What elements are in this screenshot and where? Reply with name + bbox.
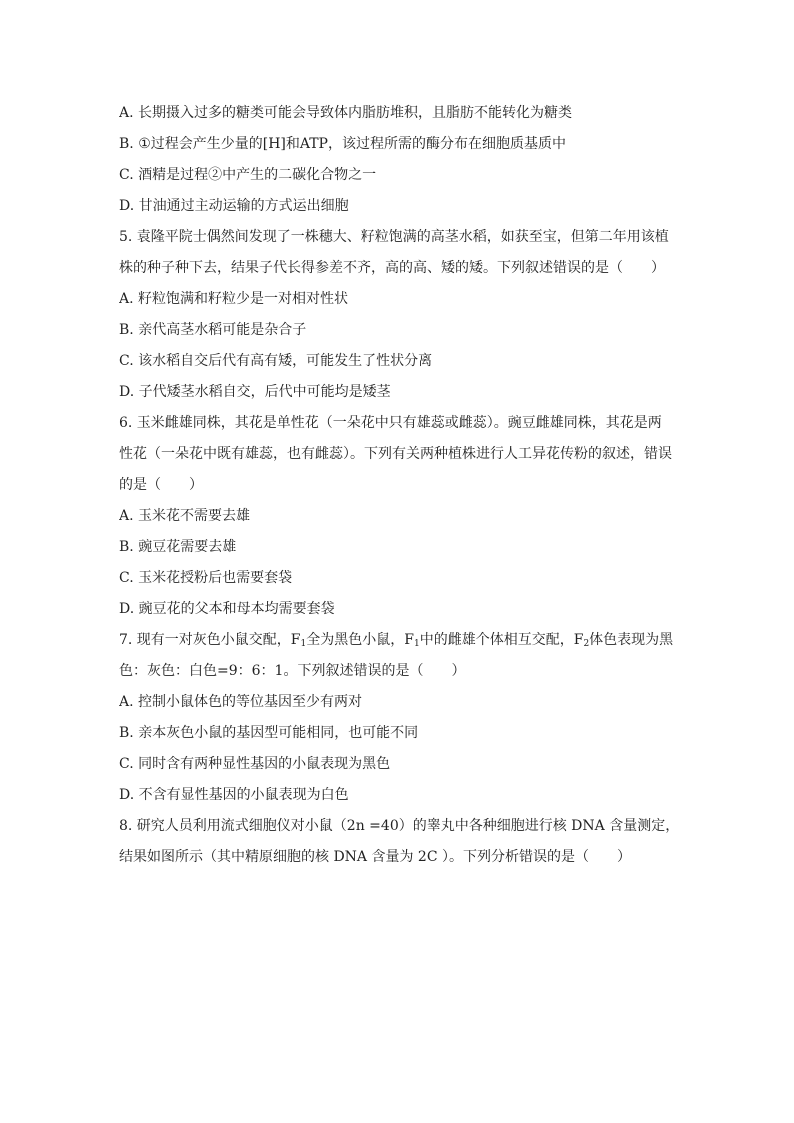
stem-text: 体色表现为黑 xyxy=(589,632,674,648)
subscript: 2 xyxy=(583,639,590,649)
option-d: D. 豌豆花的父本和母本均需要套袋 xyxy=(119,601,335,617)
question-stem-line xyxy=(119,625,679,656)
option-b: B. ①过程会产生少量的[H]和ATP，该过程所需的酶分布在细胞质基质中 xyxy=(119,136,566,152)
option-a: A. 长期摄入过多的糖类可能会导致体内脂肪堆积，且脂肪不能转化为糖类 xyxy=(119,105,573,121)
question-8 xyxy=(119,811,679,873)
question-7 xyxy=(119,625,679,811)
subscript: 1 xyxy=(413,639,420,649)
question-stem-line: 6. 玉米雌雄同株，其花是单性花（一朵花中只有雄蕊或雌蕊）。豌豆雌雄同株，其花是两 xyxy=(119,415,662,431)
question-stem-line: 8. 研究人员利用流式细胞仪对小鼠（2n =40）的睾丸中各种细胞进行核 DNA 含量测定， xyxy=(119,818,679,834)
question-stem-line: 株的种子种下去，结果子代长得参差不齐，高的高、矮的矮。下列叙述错误的是（ ） xyxy=(119,260,665,276)
question-5 xyxy=(119,222,679,408)
question-6 xyxy=(119,408,679,625)
option-c: C. 酒精是过程②中产生的二碳化合物之一 xyxy=(119,167,377,183)
option-d: D. 不含有显性基因的小鼠表现为白色 xyxy=(119,787,349,803)
subscript: 1 xyxy=(300,639,307,649)
option-a: A. 玉米花不需要去雄 xyxy=(119,508,251,524)
exam-page xyxy=(119,98,679,873)
option-c: C. 玉米花授粉后也需要套袋 xyxy=(119,570,293,586)
option-b: B. 豌豆花需要去雄 xyxy=(119,539,237,555)
question-stem-line: 5. 袁隆平院士偶然间发现了一株穗大、籽粒饱满的高茎水稻，如获至宝，但第二年用该植 xyxy=(119,229,669,245)
option-d: D. 甘油通过主动运输的方式运出细胞 xyxy=(119,198,349,214)
option-a: A. 籽粒饱满和籽粒少是一对相对性状 xyxy=(119,291,349,307)
option-b: B. 亲代高茎水稻可能是杂合子 xyxy=(119,322,307,338)
question-stem-line: 性花（一朵花中既有雄蕊，也有雌蕊）。下列有关两种植株进行人工异花传粉的叙述，错误 xyxy=(119,446,672,462)
option-c: C. 同时含有两种显性基因的小鼠表现为黑色 xyxy=(119,756,391,772)
option-b: B. 亲本灰色小鼠的基因型可能相同，也可能不同 xyxy=(119,725,419,741)
question-4-options xyxy=(119,98,679,222)
stem-text: 7. 现有一对灰色小鼠交配，F xyxy=(119,632,301,648)
option-a: A. 控制小鼠体色的等位基因至少有两对 xyxy=(119,694,363,710)
question-stem-line: 的是（ ） xyxy=(119,477,203,493)
stem-text: 中的雌雄个体相互交配，F xyxy=(419,632,584,648)
stem-text: 全为黑色小鼠，F xyxy=(306,632,414,648)
option-c: C. 该水稻自交后代有高有矮，可能发生了性状分离 xyxy=(119,353,433,369)
question-stem-line: 结果如图所示（其中精原细胞的核 DNA 含量为 2C ）。下列分析错误的是（ ） xyxy=(119,849,632,865)
question-stem-line: 色：灰色：白色=9：6：1。下列叙述错误的是（ ） xyxy=(119,663,466,679)
option-d: D. 子代矮茎水稻自交，后代中可能均是矮茎 xyxy=(119,384,391,400)
